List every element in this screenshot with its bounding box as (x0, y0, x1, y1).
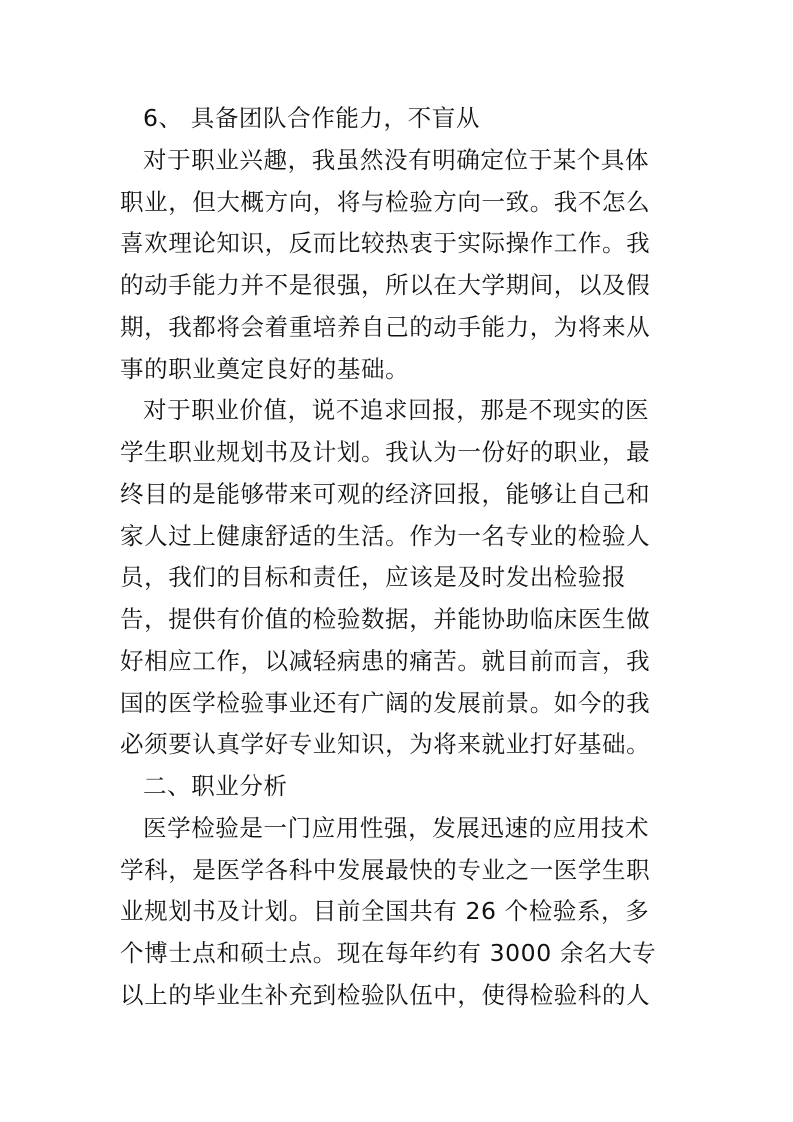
paragraph-line: 事的职业奠定良好的基础。 (120, 355, 410, 383)
paragraph-line: 期，我都将会着重培养自己的动手能力，为将来从 (120, 313, 651, 341)
paragraph-line: 必须要认真学好专业知识，为将来就业打好基础。 (120, 730, 651, 758)
paragraph-line: 以上的毕业生补充到检验队伍中，使得检验科的人 (120, 981, 651, 1009)
paragraph-line: 告，提供有价值的检验数据，并能协助临床医生做 (120, 605, 651, 633)
paragraph-line: 家人过上健康舒适的生活。作为一名专业的检验人 (120, 522, 651, 550)
paragraph-line: 学科，是医学各科中发展最快的专业之一医学生职 (120, 856, 651, 884)
paragraph-line: 的动手能力并不是很强，所以在大学期间，以及假 (120, 271, 651, 299)
paragraph-line: 职业，但大概方向，将与检验方向一致。我不怎么 (120, 188, 651, 216)
paragraph-line: 业规划书及计划。目前全国共有 26 个检验系，多 (120, 897, 650, 925)
paragraph-line: 喜欢理论知识，反而比较热衷于实际操作工作。我 (120, 229, 651, 257)
paragraph-line: 学生职业规划书及计划。我认为一份好的职业，最 (120, 438, 651, 466)
paragraph-line: 员，我们的目标和责任，应该是及时发出检验报 (120, 563, 627, 591)
list-heading: 6、 具备团队合作能力，不盲从 (143, 104, 480, 132)
paragraph-line: 好相应工作，以减轻病患的痛苦。就目前而言，我 (120, 647, 651, 675)
paragraph-line: 终目的是能够带来可观的经济回报，能够让自己和 (120, 480, 651, 508)
section-heading: 二、职业分析 (143, 772, 288, 800)
paragraph-line: 国的医学检验事业还有广阔的发展前景。如今的我 (120, 689, 651, 717)
paragraph-line: 医学检验是一门应用性强，发展迅速的应用技术 (143, 814, 650, 842)
paragraph-line: 对于职业价值，说不追求回报，那是不现实的医 (143, 396, 650, 424)
paragraph-line: 个博士点和硕士点。现在每年约有 3000 余名大专 (120, 939, 657, 967)
paragraph-line: 对于职业兴趣，我虽然没有明确定位于某个具体 (143, 146, 650, 174)
